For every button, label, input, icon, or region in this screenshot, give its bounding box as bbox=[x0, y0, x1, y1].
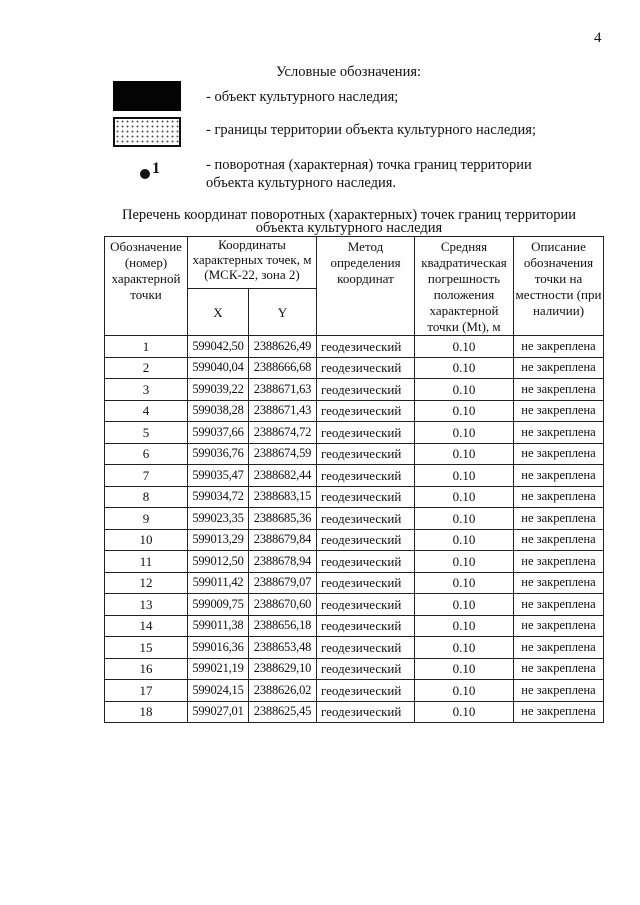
method-cell: геодезический bbox=[317, 701, 415, 723]
y-coordinate-cell: 2388682,44 bbox=[249, 465, 317, 487]
point-number-cell: 8 bbox=[105, 486, 188, 508]
y-coordinate-cell: 2388674,59 bbox=[249, 443, 317, 465]
description-cell: не закреплена bbox=[514, 680, 604, 702]
error-cell: 0.10 bbox=[415, 680, 514, 702]
table-row bbox=[105, 551, 604, 573]
point-number-cell: 2 bbox=[105, 357, 188, 379]
method-cell: геодезический bbox=[317, 551, 415, 573]
description-cell: не закреплена bbox=[514, 336, 604, 358]
y-coordinate-cell: 2388666,68 bbox=[249, 357, 317, 379]
x-coordinate-cell: 599038,28 bbox=[188, 400, 249, 422]
method-cell: геодезический bbox=[317, 594, 415, 616]
x-coordinate-cell: 599034,72 bbox=[188, 486, 249, 508]
error-cell: 0.10 bbox=[415, 357, 514, 379]
x-coordinate-cell: 599035,47 bbox=[188, 465, 249, 487]
point-number-cell: 12 bbox=[105, 572, 188, 594]
y-coordinate-cell: 2388626,49 bbox=[249, 336, 317, 358]
x-coordinate-cell: 599016,36 bbox=[188, 637, 249, 659]
x-coordinate-cell: 599023,35 bbox=[188, 508, 249, 530]
error-cell: 0.10 bbox=[415, 400, 514, 422]
territory-boundary-swatch bbox=[113, 117, 181, 147]
error-cell: 0.10 bbox=[415, 637, 514, 659]
description-cell: не закреплена bbox=[514, 508, 604, 530]
header-method: Метод определения координат bbox=[317, 237, 415, 336]
turning-point-icon bbox=[140, 169, 150, 179]
method-cell: геодезический bbox=[317, 637, 415, 659]
description-cell: не закреплена bbox=[514, 551, 604, 573]
legend-item-cultural-object: - объект культурного наследия; bbox=[206, 89, 399, 105]
method-cell: геодезический bbox=[317, 422, 415, 444]
description-cell: не закреплена bbox=[514, 701, 604, 723]
x-coordinate-cell: 599013,29 bbox=[188, 529, 249, 551]
point-number-cell: 3 bbox=[105, 379, 188, 401]
method-cell: геодезический bbox=[317, 508, 415, 530]
description-cell: не закреплена bbox=[514, 465, 604, 487]
y-coordinate-cell: 2388679,07 bbox=[249, 572, 317, 594]
description-cell: не закреплена bbox=[514, 658, 604, 680]
description-cell: не закреплена bbox=[514, 486, 604, 508]
description-cell: не закреплена bbox=[514, 572, 604, 594]
point-number-cell: 6 bbox=[105, 443, 188, 465]
error-cell: 0.10 bbox=[415, 336, 514, 358]
description-cell: не закреплена bbox=[514, 443, 604, 465]
method-cell: геодезический bbox=[317, 357, 415, 379]
y-coordinate-cell: 2388678,94 bbox=[249, 551, 317, 573]
y-coordinate-cell: 2388671,63 bbox=[249, 379, 317, 401]
error-cell: 0.10 bbox=[415, 615, 514, 637]
point-number-cell: 11 bbox=[105, 551, 188, 573]
description-cell: не закреплена bbox=[514, 400, 604, 422]
point-number-cell: 4 bbox=[105, 400, 188, 422]
table-row bbox=[105, 508, 604, 530]
x-coordinate-cell: 599021,19 bbox=[188, 658, 249, 680]
header-x: X bbox=[188, 289, 249, 336]
table-row bbox=[105, 357, 604, 379]
error-cell: 0.10 bbox=[415, 443, 514, 465]
point-number-cell: 1 bbox=[105, 336, 188, 358]
header-y: Y bbox=[249, 289, 317, 336]
table-row bbox=[105, 637, 604, 659]
legend-item-turning-point: - поворотная (характерная) точка границ территории объекта культурного наследия. bbox=[206, 157, 532, 191]
y-coordinate-cell: 2388625,45 bbox=[249, 701, 317, 723]
table-row bbox=[105, 594, 604, 616]
table-row bbox=[105, 529, 604, 551]
error-cell: 0.10 bbox=[415, 551, 514, 573]
method-cell: геодезический bbox=[317, 572, 415, 594]
x-coordinate-cell: 599011,42 bbox=[188, 572, 249, 594]
point-number-cell: 14 bbox=[105, 615, 188, 637]
table-row bbox=[105, 422, 604, 444]
error-cell: 0.10 bbox=[415, 529, 514, 551]
method-cell: геодезический bbox=[317, 379, 415, 401]
point-number-cell: 18 bbox=[105, 701, 188, 723]
description-cell: не закреплена bbox=[514, 379, 604, 401]
point-number-cell: 13 bbox=[105, 594, 188, 616]
table-row bbox=[105, 658, 604, 680]
table-row bbox=[105, 615, 604, 637]
header-designation: Обозначение (номер) характерной точки bbox=[105, 237, 188, 336]
y-coordinate-cell: 2388629,10 bbox=[249, 658, 317, 680]
method-cell: геодезический bbox=[317, 680, 415, 702]
x-coordinate-cell: 599040,04 bbox=[188, 357, 249, 379]
error-cell: 0.10 bbox=[415, 594, 514, 616]
method-cell: геодезический bbox=[317, 486, 415, 508]
y-coordinate-cell: 2388656,18 bbox=[249, 615, 317, 637]
y-coordinate-cell: 2388674,72 bbox=[249, 422, 317, 444]
table-row bbox=[105, 443, 604, 465]
description-cell: не закреплена bbox=[514, 615, 604, 637]
header-description: Описание обозначения точки на местности (при наличии) bbox=[514, 237, 604, 336]
table-row bbox=[105, 572, 604, 594]
error-cell: 0.10 bbox=[415, 508, 514, 530]
method-cell: геодезический bbox=[317, 615, 415, 637]
description-cell: не закреплена bbox=[514, 529, 604, 551]
point-number-cell: 10 bbox=[105, 529, 188, 551]
y-coordinate-cell: 2388685,36 bbox=[249, 508, 317, 530]
method-cell: геодезический bbox=[317, 443, 415, 465]
method-cell: геодезический bbox=[317, 465, 415, 487]
method-cell: геодезический bbox=[317, 529, 415, 551]
description-cell: не закреплена bbox=[514, 637, 604, 659]
table-row bbox=[105, 379, 604, 401]
method-cell: геодезический bbox=[317, 658, 415, 680]
x-coordinate-cell: 599009,75 bbox=[188, 594, 249, 616]
error-cell: 0.10 bbox=[415, 701, 514, 723]
x-coordinate-cell: 599011,38 bbox=[188, 615, 249, 637]
description-cell: не закреплена bbox=[514, 594, 604, 616]
turning-point-marker-label: 1 bbox=[152, 160, 160, 177]
point-number-cell: 15 bbox=[105, 637, 188, 659]
y-coordinate-cell: 2388683,15 bbox=[249, 486, 317, 508]
table-row bbox=[105, 486, 604, 508]
error-cell: 0.10 bbox=[415, 658, 514, 680]
table-row bbox=[105, 400, 604, 422]
error-cell: 0.10 bbox=[415, 422, 514, 444]
point-number-cell: 5 bbox=[105, 422, 188, 444]
y-coordinate-cell: 2388671,43 bbox=[249, 400, 317, 422]
x-coordinate-cell: 599042,50 bbox=[188, 336, 249, 358]
x-coordinate-cell: 599039,22 bbox=[188, 379, 249, 401]
y-coordinate-cell: 2388679,84 bbox=[249, 529, 317, 551]
description-cell: не закреплена bbox=[514, 357, 604, 379]
error-cell: 0.10 bbox=[415, 486, 514, 508]
table-row bbox=[105, 465, 604, 487]
page-number: 4 bbox=[594, 30, 602, 46]
legend-item-territory-boundary: - границы территории объекта культурного наследия; bbox=[206, 122, 536, 138]
x-coordinate-cell: 599027,01 bbox=[188, 701, 249, 723]
table-row bbox=[105, 701, 604, 723]
legend-title: Условные обозначения: bbox=[276, 64, 422, 80]
y-coordinate-cell: 2388670,60 bbox=[249, 594, 317, 616]
y-coordinate-cell: 2388626,02 bbox=[249, 680, 317, 702]
x-coordinate-cell: 599037,66 bbox=[188, 422, 249, 444]
table-row bbox=[105, 336, 604, 358]
error-cell: 0.10 bbox=[415, 379, 514, 401]
method-cell: геодезический bbox=[317, 400, 415, 422]
point-number-cell: 9 bbox=[105, 508, 188, 530]
x-coordinate-cell: 599036,76 bbox=[188, 443, 249, 465]
description-cell: не закреплена bbox=[514, 422, 604, 444]
table-title: Перечень координат поворотных (характерных) точек границ территории объекта культурного наследия bbox=[121, 207, 577, 236]
header-error: Средняя квадратическая погрешность положения характерной точки (Mt), м bbox=[415, 237, 514, 336]
y-coordinate-cell: 2388653,48 bbox=[249, 637, 317, 659]
cultural-object-swatch bbox=[113, 81, 181, 111]
error-cell: 0.10 bbox=[415, 572, 514, 594]
error-cell: 0.10 bbox=[415, 465, 514, 487]
point-number-cell: 7 bbox=[105, 465, 188, 487]
x-coordinate-cell: 599024,15 bbox=[188, 680, 249, 702]
point-number-cell: 16 bbox=[105, 658, 188, 680]
coordinates-table bbox=[104, 236, 604, 723]
header-coordinates: Координаты характерных точек, м (МСК-22, зона 2) bbox=[188, 237, 317, 289]
method-cell: геодезический bbox=[317, 336, 415, 358]
point-number-cell: 17 bbox=[105, 680, 188, 702]
table-row bbox=[105, 680, 604, 702]
x-coordinate-cell: 599012,50 bbox=[188, 551, 249, 573]
